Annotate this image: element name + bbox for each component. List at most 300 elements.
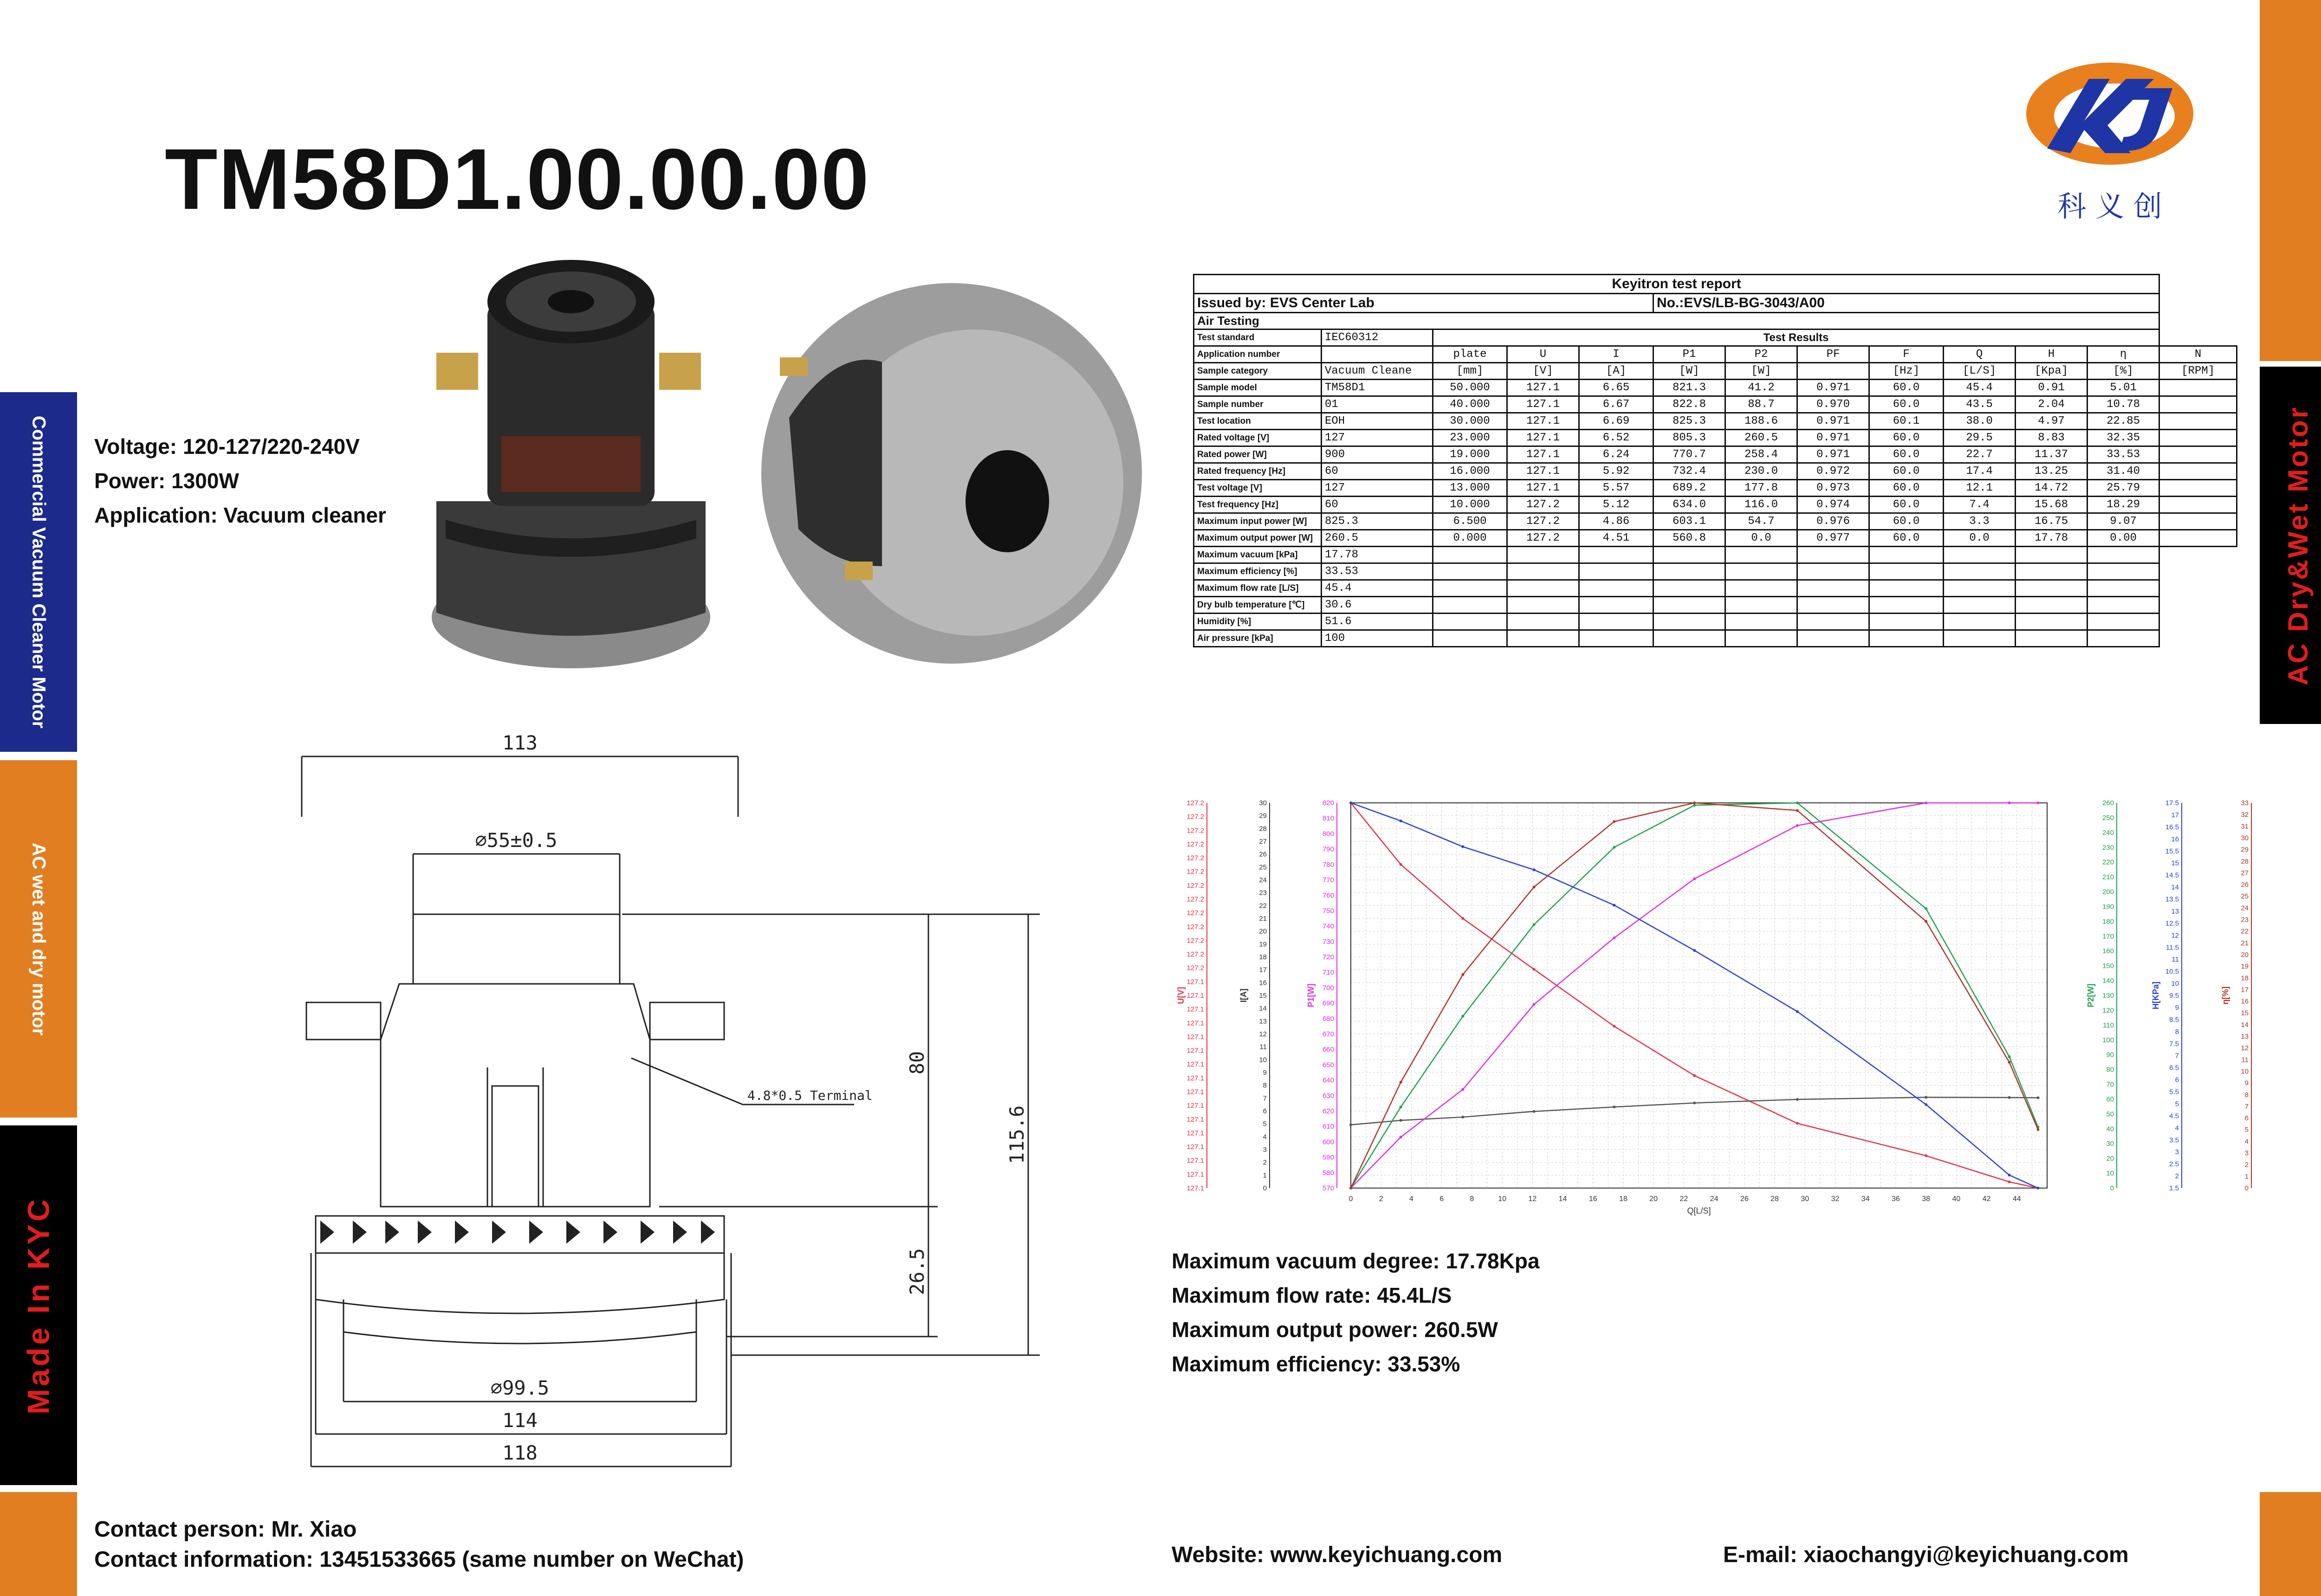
empty-cell xyxy=(1944,614,2016,630)
empty-cell xyxy=(1433,597,1507,614)
data-cell: 33.53 xyxy=(2088,446,2159,463)
empty-cell xyxy=(1797,630,1869,647)
data-cell: 7.4 xyxy=(1944,497,2016,513)
data-cell xyxy=(2159,396,2237,413)
data-cell: 6.65 xyxy=(1579,380,1653,396)
y-tick-label: 6 xyxy=(2175,1076,2179,1084)
y-tick-label: 610 xyxy=(1322,1123,1334,1131)
y-tick-label: 15 xyxy=(2171,859,2179,867)
x-tick-label: 10 xyxy=(1498,1195,1506,1203)
report-row-label: Maximum output power [W] xyxy=(1194,530,1322,547)
y-tick-label: 40 xyxy=(2106,1125,2114,1133)
summary-efficiency: Maximum efficiency: 33.53% xyxy=(1172,1352,1460,1376)
data-cell xyxy=(2159,530,2237,547)
kyc-logo-icon xyxy=(2019,51,2200,176)
series-point xyxy=(1925,801,1927,804)
x-tick-label: 20 xyxy=(1649,1195,1658,1203)
y-tick-label: 200 xyxy=(2102,888,2114,896)
series-point xyxy=(1533,1003,1536,1006)
series-point xyxy=(1796,809,1799,812)
results-header: Test Results xyxy=(1433,330,2159,346)
empty-cell xyxy=(1725,614,1797,630)
series-point xyxy=(1461,845,1464,848)
report-row-value: 900 xyxy=(1322,446,1433,463)
series-point xyxy=(1693,801,1696,804)
y-tick-label: 30 xyxy=(1259,799,1267,807)
y-tick-label: 127.1 xyxy=(1186,1005,1204,1014)
empty-cell xyxy=(1579,547,1653,563)
series-point xyxy=(1693,949,1696,952)
series-point xyxy=(2008,801,2010,804)
spec-power: Power: 1300W xyxy=(94,469,239,493)
data-cell: 40.000 xyxy=(1433,396,1507,413)
y-tick-label: 127.2 xyxy=(1186,895,1204,904)
y-tick-label: 2 xyxy=(2244,1161,2249,1169)
y-tick-label: 780 xyxy=(1322,860,1334,869)
empty-cell xyxy=(1579,563,1653,580)
data-cell: 29.5 xyxy=(1944,430,2016,446)
data-cell: 31.40 xyxy=(2088,463,2159,480)
data-cell: 258.4 xyxy=(1725,446,1797,463)
empty-cell xyxy=(1579,580,1653,597)
report-row xyxy=(1194,463,2237,480)
dim-shaft-dia: ⌀55±0.5 xyxy=(475,829,558,852)
y-tick-label: 170 xyxy=(2102,932,2114,941)
report-row-label: Sample category xyxy=(1194,363,1322,380)
y-tick-label: 1.5 xyxy=(2169,1184,2179,1192)
y-tick-label: 127.1 xyxy=(1186,1019,1204,1027)
data-cell: 603.1 xyxy=(1653,513,1725,530)
y-tick-label: 6 xyxy=(1263,1107,1267,1115)
column-symbol: N xyxy=(2159,346,2237,363)
data-cell: 0.00 xyxy=(2088,530,2159,547)
y-tick-label: 6 xyxy=(2244,1114,2249,1123)
report-row-value: Vacuum Cleane xyxy=(1322,363,1433,380)
data-cell: 0.972 xyxy=(1797,463,1869,480)
contact-info: Contact information: 13451533665 (same number on WeChat) xyxy=(94,1547,744,1572)
y-tick-label: 10 xyxy=(2171,980,2179,988)
y-tick-label: 760 xyxy=(1322,892,1334,900)
data-cell: 127.1 xyxy=(1507,396,1579,413)
column-unit: [W] xyxy=(1725,363,1797,380)
data-cell: 127.2 xyxy=(1507,513,1579,530)
empty-cell xyxy=(1869,547,1944,563)
y-tick-label: 810 xyxy=(1322,814,1334,823)
series-point xyxy=(2008,1061,2010,1064)
report-row-label: Humidity [%] xyxy=(1194,614,1322,630)
x-tick-label: 36 xyxy=(1892,1195,1900,1203)
x-tick-label: 18 xyxy=(1619,1195,1627,1203)
empty-cell xyxy=(1579,614,1653,630)
empty-cell xyxy=(1725,547,1797,563)
side-tab-ac-wet-dry xyxy=(0,760,77,1118)
series-point xyxy=(1613,1025,1615,1027)
dim-114: 114 xyxy=(502,1409,538,1432)
data-cell: 5.01 xyxy=(2088,380,2159,396)
data-cell: 14.72 xyxy=(2016,480,2088,497)
report-row-value: 127 xyxy=(1322,430,1433,446)
data-cell: 54.7 xyxy=(1725,513,1797,530)
empty-cell xyxy=(1507,597,1579,614)
empty-cell xyxy=(1433,614,1507,630)
series-point xyxy=(1533,1110,1536,1113)
column-unit: [mm] xyxy=(1433,363,1507,380)
data-cell: 821.3 xyxy=(1653,380,1725,396)
data-cell: 13.25 xyxy=(2016,463,2088,480)
empty-cell xyxy=(2088,630,2159,647)
summary-list xyxy=(1172,1244,1540,1381)
series-point xyxy=(1693,878,1696,880)
y-tick-label: 80 xyxy=(2106,1066,2114,1074)
y-tick-label: 20 xyxy=(1259,927,1267,936)
column-unit: [Hz] xyxy=(1869,363,1944,380)
series-point xyxy=(2008,1174,2010,1176)
empty-cell xyxy=(1944,630,2016,647)
data-cell: 770.7 xyxy=(1653,446,1725,463)
y-tick-label: 127.2 xyxy=(1186,923,1204,931)
x-tick-label: 24 xyxy=(1710,1195,1718,1203)
data-cell xyxy=(2159,413,2237,430)
empty-cell xyxy=(1653,597,1725,614)
data-cell: 10.78 xyxy=(2088,396,2159,413)
y-tick-label: 29 xyxy=(2241,846,2249,854)
column-symbol: I xyxy=(1579,346,1653,363)
column-symbol: plate xyxy=(1433,346,1507,363)
y-tick-label: 127.1 xyxy=(1186,1033,1204,1041)
empty-cell xyxy=(1725,630,1797,647)
y-tick-label: 710 xyxy=(1322,969,1334,977)
series-point xyxy=(1693,804,1696,807)
data-cell: 0.974 xyxy=(1797,497,1869,513)
x-tick-label: 0 xyxy=(1349,1195,1353,1203)
y-tick-label: 127.1 xyxy=(1186,978,1204,986)
data-cell: 5.12 xyxy=(1579,497,1653,513)
data-cell: 177.8 xyxy=(1725,480,1797,497)
y-tick-label: 570 xyxy=(1322,1184,1334,1192)
y-tick-label: 720 xyxy=(1322,953,1334,961)
empty-cell xyxy=(1653,614,1725,630)
y-tick-label: 10 xyxy=(1259,1056,1267,1064)
logo-chinese-text: 科 义 创 xyxy=(2057,189,2162,223)
data-cell: 0.976 xyxy=(1797,513,1869,530)
y-tick-label: 22 xyxy=(1259,902,1267,910)
x-tick-label: 6 xyxy=(1439,1195,1444,1203)
empty-cell xyxy=(2088,614,2159,630)
side-tab-orange-bottom-right xyxy=(2260,1492,2321,1596)
data-cell: 18.29 xyxy=(2088,497,2159,513)
side-tab-orange-top-right xyxy=(2260,0,2321,361)
y-tick-label: 17 xyxy=(2241,986,2249,994)
series-point xyxy=(1461,1015,1464,1018)
y-tick-label: 11 xyxy=(2172,956,2179,964)
report-row xyxy=(1194,346,2237,363)
y-tick-label: 4 xyxy=(1263,1133,1267,1141)
empty-cell xyxy=(1433,580,1507,597)
y-tick-label: 730 xyxy=(1322,937,1334,946)
empty-cell xyxy=(1725,563,1797,580)
column-symbol: H xyxy=(2016,346,2088,363)
x-tick-label: 26 xyxy=(1740,1195,1749,1203)
data-cell: 4.51 xyxy=(1579,530,1653,547)
y-tick-label: 9 xyxy=(2175,1003,2179,1012)
empty-cell xyxy=(1944,547,2016,563)
side-tab-ac-dry-wet-motor xyxy=(2260,367,2321,724)
column-symbol: F xyxy=(1869,346,1944,363)
data-cell: 6.500 xyxy=(1433,513,1507,530)
report-row xyxy=(1194,614,2237,630)
y-tick-label: 127.1 xyxy=(1186,992,1204,1000)
y-tick-label: 23 xyxy=(1259,889,1267,897)
report-row-value: 17.78 xyxy=(1322,547,1433,563)
y-tick-label: 770 xyxy=(1322,876,1334,884)
y-tick-label: 690 xyxy=(1322,999,1334,1008)
side-tab-label: AC Dry&Wet Motor xyxy=(2282,405,2314,685)
report-row-label: Sample number xyxy=(1194,396,1322,413)
side-tab-commercial-vacuum xyxy=(0,392,77,752)
empty-cell xyxy=(1869,614,1944,630)
y-tick-label: 9.5 xyxy=(2169,992,2179,1000)
series-point xyxy=(1400,1105,1402,1108)
y-tick-label: 127.2 xyxy=(1186,964,1204,972)
empty-cell xyxy=(1507,547,1579,563)
empty-cell xyxy=(2088,580,2159,597)
data-cell: 0.973 xyxy=(1797,480,1869,497)
y-tick-label: 5 xyxy=(2175,1100,2179,1108)
data-cell: 5.57 xyxy=(1579,480,1653,497)
y-tick-label: 127.1 xyxy=(1186,1115,1204,1124)
y-tick-label: 19 xyxy=(1259,940,1267,949)
y-tick-label: 12 xyxy=(1259,1030,1267,1038)
empty-cell xyxy=(1507,563,1579,580)
report-row xyxy=(1194,430,2237,446)
y-tick-label: 127.2 xyxy=(1186,840,1204,848)
y-tick-label: 70 xyxy=(2106,1080,2114,1089)
y-tick-label: 17 xyxy=(2171,811,2179,819)
y-tick-label: 18 xyxy=(1259,953,1267,961)
series-point xyxy=(1400,1081,1402,1084)
data-cell: 13.000 xyxy=(1433,480,1507,497)
report-row xyxy=(1194,363,2237,380)
data-cell: 3.3 xyxy=(1944,513,2016,530)
y-tick-label: 9 xyxy=(2244,1079,2249,1087)
y-axis-label: I[A] xyxy=(1239,989,1248,1002)
series-point xyxy=(1400,1136,1402,1138)
y-tick-label: 8 xyxy=(1263,1081,1267,1090)
dim-113: 113 xyxy=(502,731,538,754)
series-point xyxy=(1925,920,1927,923)
y-tick-label: 4 xyxy=(2175,1124,2179,1132)
report-number: No.:EVS/LB-BG-3043/A00 xyxy=(1653,294,2159,313)
y-tick-label: 210 xyxy=(2102,873,2114,881)
y-tick-label: 25 xyxy=(1259,863,1267,872)
report-row xyxy=(1194,580,2237,597)
y-tick-label: 17.5 xyxy=(2165,799,2179,807)
y-tick-label: 0 xyxy=(2110,1184,2114,1192)
y-tick-label: 670 xyxy=(1322,1030,1334,1038)
data-cell: 825.3 xyxy=(1653,413,1725,430)
y-tick-label: 820 xyxy=(1322,799,1334,807)
empty-cell xyxy=(1653,630,1725,647)
y-tick-label: 24 xyxy=(2241,904,2249,912)
y-tick-label: 19 xyxy=(2241,963,2249,971)
series-point xyxy=(1349,801,1352,804)
report-section: Air Testing xyxy=(1194,313,2159,330)
performance-chart xyxy=(1174,794,2256,1221)
empty-cell xyxy=(1944,597,2016,614)
report-row-value: 825.3 xyxy=(1322,513,1433,530)
report-row xyxy=(1194,396,2237,413)
empty-cell xyxy=(1725,597,1797,614)
report-row xyxy=(1194,380,2237,396)
data-cell: 22.85 xyxy=(2088,413,2159,430)
series-point xyxy=(1613,937,1615,939)
data-cell: 2.04 xyxy=(2016,396,2088,413)
y-tick-label: 590 xyxy=(1322,1153,1334,1162)
data-cell: 25.79 xyxy=(2088,480,2159,497)
report-row-label: Sample model xyxy=(1194,380,1322,396)
empty-cell xyxy=(2088,547,2159,563)
empty-cell xyxy=(1797,614,1869,630)
y-tick-label: 13 xyxy=(2241,1033,2249,1041)
y-tick-label: 260 xyxy=(2102,799,2114,807)
data-cell: 9.07 xyxy=(2088,513,2159,530)
contact-person: Contact person: Mr. Xiao xyxy=(94,1517,357,1542)
x-tick-label: 4 xyxy=(1409,1195,1413,1203)
data-cell: 88.7 xyxy=(1725,396,1797,413)
report-row-label: Maximum flow rate [L/S] xyxy=(1194,580,1322,597)
y-tick-label: 127.2 xyxy=(1186,854,1204,862)
y-tick-label: 11 xyxy=(2241,1056,2249,1064)
y-tick-label: 22 xyxy=(2241,927,2249,936)
data-cell: 634.0 xyxy=(1653,497,1725,513)
y-tick-label: 2 xyxy=(2175,1172,2179,1181)
y-tick-label: 250 xyxy=(2102,814,2114,822)
motor-side-image xyxy=(761,283,1142,664)
report-row-value: EOH xyxy=(1322,413,1433,430)
y-tick-label: 127.2 xyxy=(1186,813,1204,821)
y-tick-label: 120 xyxy=(2102,1006,2114,1014)
y-tick-label: 17 xyxy=(1259,966,1267,974)
column-unit: [%] xyxy=(2088,363,2159,380)
data-cell xyxy=(2159,380,2237,396)
series-point xyxy=(2036,1187,2039,1189)
data-cell: 732.4 xyxy=(1653,463,1725,480)
series-point xyxy=(2036,801,2039,804)
data-cell: 5.92 xyxy=(1579,463,1653,480)
column-unit: [L/S] xyxy=(1944,363,2016,380)
series-point xyxy=(1461,973,1464,976)
y-tick-label: 13 xyxy=(1259,1017,1267,1026)
series-point xyxy=(1461,917,1464,920)
data-cell: 17.78 xyxy=(2016,530,2088,547)
y-tick-label: 230 xyxy=(2102,843,2114,852)
test-report-table xyxy=(1193,274,2237,647)
empty-cell xyxy=(1797,597,1869,614)
empty-cell xyxy=(1433,630,1507,647)
report-row xyxy=(1194,446,2237,463)
series-point xyxy=(1349,1124,1352,1126)
empty-cell xyxy=(2088,597,2159,614)
y-tick-label: 800 xyxy=(1322,830,1334,838)
column-unit: [RPM] xyxy=(2159,363,2237,380)
data-cell: 0.0 xyxy=(1944,530,2016,547)
series-point xyxy=(1400,1119,1402,1122)
data-cell xyxy=(2159,513,2237,530)
report-row xyxy=(1194,547,2237,563)
y-tick-label: 25 xyxy=(2241,892,2249,901)
y-tick-label: 16.5 xyxy=(2165,823,2179,831)
y-tick-label: 127.1 xyxy=(1186,1102,1204,1110)
y-tick-label: 14.5 xyxy=(2165,871,2179,879)
dim-26-5: 26.5 xyxy=(906,1248,928,1295)
report-row-label: Test location xyxy=(1194,413,1322,430)
data-cell xyxy=(2159,480,2237,497)
column-symbol: PF xyxy=(1797,346,1869,363)
y-tick-label: 12 xyxy=(2171,931,2179,940)
x-tick-label: 2 xyxy=(1379,1195,1383,1203)
summary-flow: Maximum flow rate: 45.4L/S xyxy=(1172,1283,1452,1307)
data-cell: 260.5 xyxy=(1725,430,1797,446)
side-tab-orange-bottom-left xyxy=(0,1492,77,1596)
spec-application: Application: Vacuum cleaner xyxy=(94,503,386,527)
report-row-value: 60 xyxy=(1322,463,1433,480)
y-tick-label: 127.1 xyxy=(1186,1088,1204,1096)
y-tick-label: 11 xyxy=(1259,1043,1267,1051)
series-point xyxy=(1693,1102,1696,1105)
data-cell: 822.8 xyxy=(1653,396,1725,413)
data-cell: 8.83 xyxy=(2016,430,2088,446)
y-tick-label: 15.5 xyxy=(2165,847,2179,855)
y-tick-label: 5 xyxy=(2244,1126,2249,1134)
report-row xyxy=(1194,563,2237,580)
data-cell: 16.75 xyxy=(2016,513,2088,530)
report-row-value: 33.53 xyxy=(1322,563,1433,580)
report-row-label: Maximum efficiency [%] xyxy=(1194,563,1322,580)
series-point xyxy=(1533,868,1536,871)
data-cell: 43.5 xyxy=(1944,396,2016,413)
website-link[interactable]: Website: www.keyichuang.com xyxy=(1172,1543,1503,1567)
data-cell: 127.1 xyxy=(1507,380,1579,396)
y-tick-label: 100 xyxy=(2102,1036,2114,1044)
y-tick-label: 0 xyxy=(1263,1184,1267,1192)
data-cell: 60.0 xyxy=(1869,497,1944,513)
y-axis-label: U[V] xyxy=(1176,987,1186,1004)
series-point xyxy=(1925,907,1927,910)
y-tick-label: 13.5 xyxy=(2165,895,2179,904)
empty-cell xyxy=(1433,563,1507,580)
data-cell: 6.69 xyxy=(1579,413,1653,430)
y-tick-label: 16 xyxy=(1259,979,1267,987)
data-cell: 41.2 xyxy=(1725,380,1797,396)
y-tick-label: 127.2 xyxy=(1186,950,1204,959)
y-axis-label: P1[W] xyxy=(1306,983,1316,1008)
model-title: TM58D1.00.00.00 xyxy=(165,131,870,227)
y-tick-label: 7.5 xyxy=(2169,1040,2179,1048)
y-tick-label: 26 xyxy=(2241,881,2249,889)
empty-cell xyxy=(1797,547,1869,563)
data-cell: 127.2 xyxy=(1507,530,1579,547)
data-cell: 60.0 xyxy=(1869,480,1944,497)
report-row-value: 260.5 xyxy=(1322,530,1433,547)
data-cell: 0.970 xyxy=(1797,396,1869,413)
y-tick-label: 29 xyxy=(1259,812,1267,820)
report-row-value: 51.6 xyxy=(1322,614,1433,630)
data-cell: 0.91 xyxy=(2016,380,2088,396)
dim-80: 80 xyxy=(906,1051,928,1075)
email-link[interactable]: E-mail: xiaochangyi@keyichuang.com xyxy=(1723,1543,2129,1567)
data-cell: 188.6 xyxy=(1725,413,1797,430)
report-row-label: Air pressure [kPa] xyxy=(1194,630,1322,647)
